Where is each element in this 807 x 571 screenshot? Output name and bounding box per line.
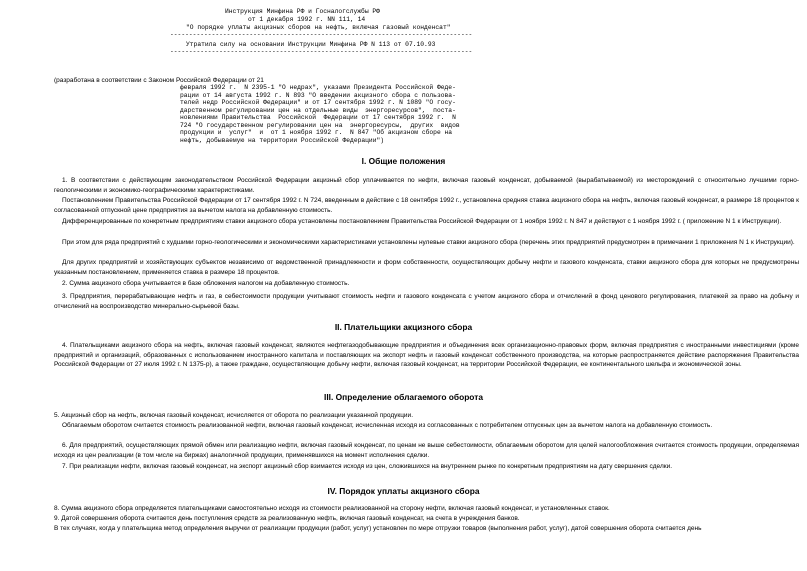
paragraph: В тех случаях, когда у плательщика метод определения выручки от реализации продукции (работ, услуг) установлен по мере отгрузки товаров (выполнения работ, услуг), датой совершения оборота считается день: [54, 525, 702, 532]
intro-line: новлениями Правительства Российской Федерации от 17 сентября 1992 г. N: [180, 114, 456, 121]
paragraph: 1. В соответствии с действующим законодательством Российской Федерации акцизный сбор уплачивается по нефти, включая газовый конденсат, добываемой (вырабатываемой) из месторождений с относительно лучшими горно-геологическими и экономико-географическими характеристиками.: [54, 177, 799, 194]
header-separator-2: --------------------------------------------------------------------------------: [170, 48, 473, 55]
paragraph: Облагаемым оборотом считается стоимость реализованной нефти, включая газовый конденсат, исчисленная исходя из согласованных с потребителем отпускных цен за вычетом налога на добавленную стоимость.: [62, 422, 713, 429]
paragraph: 7. При реализации нефти, включая газовый конденсат, на экспорт акцизный сбор взимается исходя из цен, сложившихся на внутреннем рынке по конкретным предприятиям на дату свершения сделки.: [62, 463, 673, 470]
intro-line: февраля 1992 г. N 2395-1 "О недрах", указами Президента Российской Феде-: [180, 84, 456, 91]
paragraph: Дифференцированные по конкретным предприятиям ставки акцизного сбора установлены постановлением Правительства Российской Федерации от 1 ноября 1992 г. N 847 и действуют с 1 ноября 1992 г. ( приложение N 1 к Инструкции).: [62, 218, 782, 225]
section-heading: III. Определение облагаемого оборота: [324, 392, 483, 402]
header-line-1: Инструкция Минфина РФ и Госналогслужбы РФ: [225, 8, 380, 15]
status-note: Утратила силу на основании Инструкции Минфина РФ N 113 от 07.10.93: [186, 41, 436, 48]
section-heading: I. Общие положения: [361, 156, 446, 166]
header-line-2: от 1 декабря 1992 г. NN 111, 14: [248, 16, 366, 23]
paragraph: 6. Для предприятий, осуществляющих прямой обмен или реализацию нефти, включая газовый конденсат, по ценам не выше себестоимости, облагаемым оборотом для целей налогообложения считается стоимость продукции, определяемая исходя из цен реализации (в том числе на биржах) аналогичной продукции, применявшихся на момент исполнения сделки.: [54, 442, 799, 459]
section-heading: IV. Порядок уплаты акцизного сбора: [327, 486, 480, 496]
paragraph: Постановлением Правительства Российской Федерации от 17 сентября 1992 г. N 724, введенным в действие с 18 сентября 1992 г., установлена средняя ставка акцизного сбора на нефть, включая газовый конденсат, в размере 18 процентов к согласованной отпускной цене предприятия за вычетом налога на добавленную стоимость.: [54, 197, 799, 214]
paragraph: 5. Акцизный сбор на нефть, включая газовый конденсат, исчисляется от оборота по реализации указанной продукции.: [54, 412, 413, 419]
paragraph: 3. Предприятия, перерабатывающие нефть и газ, в себестоимости продукции учитывают стоимость нефти и газового конденсата с учетом акцизного сбора и отчислений в фонд ценового регулирования, платежей за право на добычу и отчислений на воспроизводство минерально-сырьевой базы.: [54, 293, 799, 310]
paragraph: При этом для ряда предприятий с худшими горно-геологическими и экономическими характеристиками установлены нулевые ставки акцизного сбора (перечень этих предприятий предусмотрен в примечании 1 приложения N 1 к Инструкции).: [62, 239, 795, 246]
paragraph: 2. Сумма акцизного сбора учитывается в базе обложения налогом на добавленную стоимость.: [62, 280, 350, 287]
intro-line: рации от 14 августа 1992 г. N 893 "О введении акцизного сбора с пользова-: [180, 91, 456, 99]
intro-line: продукции и услуг" и от 1 ноября 1992 г. N 847 "Об акцизном сборе на: [180, 129, 453, 136]
intro-line: дарственном регулировании цен на отдельные виды энергоресурсов", поста-: [180, 106, 456, 114]
intro-line: телей недр Российской Федерации" и от 17 сентября 1992 г. N 1089 "О госу-: [180, 99, 456, 106]
header-separator-1: --------------------------------------------------------------------------------: [170, 31, 473, 38]
intro-lead: (разработана в соответствии с Законом Российской Федерации от 21: [54, 77, 264, 84]
intro-line: 724 "О государственном регулировании цен на энергоресурсы, других видов: [180, 121, 460, 129]
header-line-3: "О порядке уплаты акцизных сборов на нефть, включая газовый конденсат": [186, 24, 451, 31]
intro-line: нефть, добываемую на территории Российской Федерации"): [180, 136, 385, 144]
paragraph: 4. Плательщиками акцизного сбора на нефть, включая газовый конденсат, являются нефтегазодобывающие предприятия и объединения всех организационно-правовых форм, включая предприятия с иностранными инвестициями (кроме предприятий и организаций, образованных с использованием иностранного капитала и поставляющих на экспорт нефть и газовый конденсат собственного производства, на которые распространяется действие распоряжения Правительства Российской Федерации от 27 июля 1992 г. N 1375-р), а также граждане, осуществляющие добычу нефти, включая газовый конденсат, на территории Российской Федерации, ее континентального шельфа и экономической зоны.: [54, 342, 799, 369]
section-heading: II. Плательщики акцизного сбора: [334, 322, 473, 332]
paragraph: 8. Сумма акцизного сбора определяется плательщиками самостоятельно исходя из стоимости реализованной на сторону нефти, включая газовый конденсат, и установленных ставок.: [54, 505, 610, 512]
paragraph: 9. Датой совершения оборота считается день поступления средств за реализованную нефть, включая газовый конденсат, на счета в учреждения банков.: [54, 515, 520, 522]
paragraph: Для других предприятий и хозяйствующих субъектов независимо от ведомственной принадлежности и форм собственности, осуществляющих добычу нефти и газового конденсата, ставки акцизного сбора для которых не предусмотрены указанным постановлением, применяется ставка в размере 18 процентов.: [54, 259, 799, 276]
